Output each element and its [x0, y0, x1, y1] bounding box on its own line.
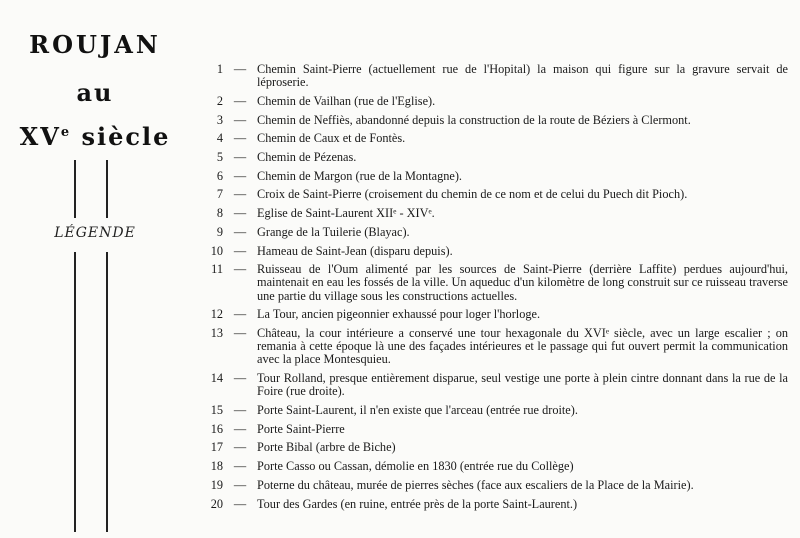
legend-entry — [196, 460, 788, 473]
legend-entry — [196, 170, 788, 183]
legend-entry-text: Chemin Saint-Pierre (actuellement rue de l'Hopital) la maison qui figure sur la gravure servait de léproserie. — [257, 62, 788, 90]
legend-entry-number: 12 — [210, 307, 223, 322]
legend-entry-dash: — — [233, 93, 247, 108]
legend-entry-dash: — — [233, 477, 247, 492]
legend-entry-text: Tour des Gardes (en ruine, entrée près de la porte Saint-Laurent.) — [257, 496, 578, 511]
legend-entry-number: 13 — [210, 326, 223, 341]
legend-entry-text: Chemin de Pézenas. — [257, 150, 357, 165]
legend-entry-dash: — — [233, 262, 247, 277]
legend-entry-number: 17 — [210, 440, 223, 455]
legend-entry-number: 16 — [210, 421, 223, 436]
title-town: ROUJAN — [29, 30, 161, 59]
legend-entry — [196, 114, 788, 127]
legend-entry-dash: — — [233, 62, 247, 76]
legend-entry-dash: — — [233, 403, 247, 418]
legend-entry-text: Grange de la Tuilerie (Blayac). — [257, 224, 410, 239]
legend-entry-text: La Tour, ancien pigeonnier exhaussé pour loger l'horloge. — [257, 307, 541, 322]
title-au: au — [76, 78, 114, 107]
legend-entry — [196, 327, 788, 367]
legend-entry — [196, 151, 788, 164]
legend-entry-dash: — — [233, 168, 247, 183]
legend-entry-text: Château, la cour intérieure a conservé une tour hexagonale du XVIᵉ siècle, avec un large escalier ; on remania à cette époque là une des façades intérieures et le passage qui fut ouvert permit la communication avec la place Montesquieu. — [257, 326, 788, 367]
legend-entry — [196, 308, 788, 321]
legend-entry-number: 18 — [210, 459, 223, 474]
legend-entry-text: Poterne du château, murée de pierres sèches (face aux escaliers de la Place de la Mairie). — [257, 477, 694, 492]
legend-entry-dash: — — [233, 440, 247, 455]
title-panel — [0, 0, 190, 538]
legend-entry — [196, 95, 788, 108]
legend-entry — [196, 263, 788, 303]
legend-entry — [196, 423, 788, 436]
legend-entry — [196, 188, 788, 201]
legend-entry-dash: — — [233, 243, 247, 258]
legend-entry — [196, 245, 788, 258]
legend-entry-text: Porte Casso ou Cassan, démolie en 1830 (entrée rue du Collège) — [257, 459, 574, 474]
divider-line-left-top — [74, 160, 76, 218]
legend-entry — [196, 404, 788, 417]
legend-entry-dash: — — [233, 187, 247, 202]
legend-entry-number: 19 — [210, 477, 223, 492]
legend-entry — [196, 479, 788, 492]
legend-entry-text: Eglise de Saint-Laurent XIIᵉ - XIVᵉ. — [257, 206, 435, 221]
title-century — [0, 122, 190, 151]
legend-entry-text: Porte Saint-Pierre — [257, 421, 345, 436]
legend-entry-number: 14 — [210, 371, 223, 386]
legend-entry-number: 9 — [216, 224, 223, 239]
legend-entry-text: Porte Bibal (arbre de Biche) — [257, 440, 396, 455]
legend-entry-text: Croix de Saint-Pierre (croisement du chemin de ce nom et de celui du Puech dit Pioch). — [257, 187, 688, 202]
legend-entry-dash: — — [233, 421, 247, 436]
legend-entry-number: 4 — [216, 131, 223, 146]
legend-entry-text: Chemin de Neffiès, abandonné depuis la construction de la route de Béziers à Clermont. — [257, 112, 691, 127]
legend-entry-dash: — — [233, 371, 247, 386]
legend-entry — [196, 132, 788, 145]
legend-entry-text: Chemin de Margon (rue de la Montagne). — [257, 168, 463, 183]
legend-entry — [196, 441, 788, 454]
legend-entry-number: 2 — [216, 93, 223, 108]
legend-entry-number: 5 — [216, 150, 223, 165]
legend-entry-dash: — — [233, 112, 247, 127]
legend-entry-number: 10 — [210, 243, 223, 258]
legend-heading: LÉGENDE — [54, 225, 136, 241]
legend-entry — [196, 226, 788, 239]
legend-entry-text: Tour Rolland, presque entièrement disparue, seul vestige une porte à plein cintre donnant dans la rue de la Foire (rue droite). — [257, 371, 788, 399]
title-century-word: siècle — [71, 122, 171, 151]
legend-entry-number: 8 — [216, 206, 223, 221]
legend-list — [196, 63, 788, 516]
legend-entry — [196, 207, 788, 220]
legend-entry-number: 6 — [216, 168, 223, 183]
title-century-numeral: XV — [19, 122, 61, 151]
divider-line-right-top — [106, 160, 108, 218]
legend-entry — [196, 63, 788, 89]
legend-entry — [196, 372, 788, 398]
legend-entry-dash: — — [233, 307, 247, 322]
legend-entry-text: Hameau de Saint-Jean (disparu depuis). — [257, 243, 453, 258]
legend-entry — [196, 498, 788, 511]
title-century-superscript: e — [60, 125, 72, 140]
legend-entry-text: Porte Saint-Laurent, il n'en existe que l'arceau (entrée rue droite). — [257, 403, 578, 418]
legend-entry-number: 20 — [210, 496, 223, 511]
legend-entry-number: 11 — [211, 262, 223, 277]
legend-entry-dash: — — [233, 131, 247, 146]
legend-entry-text: Chemin de Caux et de Fontès. — [257, 131, 406, 146]
legend-entry-dash: — — [233, 326, 247, 341]
legend-entry-number: 3 — [216, 112, 223, 127]
legend-entry-dash: — — [233, 496, 247, 511]
legend-entry-number: 7 — [216, 187, 223, 202]
divider-line-left-bottom — [74, 252, 76, 532]
legend-entry-text: Ruisseau de l'Oum alimenté par les sources de Saint-Pierre (derrière Laffite) perdues aujourd'hui, maintenait en eau les fossés de la ville. Un aqueduc d'un kilomètre de long construit sur ce ruisseau traverse une partie du village sous les constructions actuelles. — [257, 262, 788, 303]
legend-entry-dash: — — [233, 150, 247, 165]
legend-entry-number: 15 — [210, 403, 223, 418]
divider-line-right-bottom — [106, 252, 108, 532]
legend-entry-dash: — — [233, 224, 247, 239]
legend-entry-dash: — — [233, 459, 247, 474]
legend-entry-number: 1 — [216, 62, 223, 76]
legend-entry-text: Chemin de Vailhan (rue de l'Eglise). — [257, 93, 436, 108]
legend-entry-dash: — — [233, 206, 247, 221]
